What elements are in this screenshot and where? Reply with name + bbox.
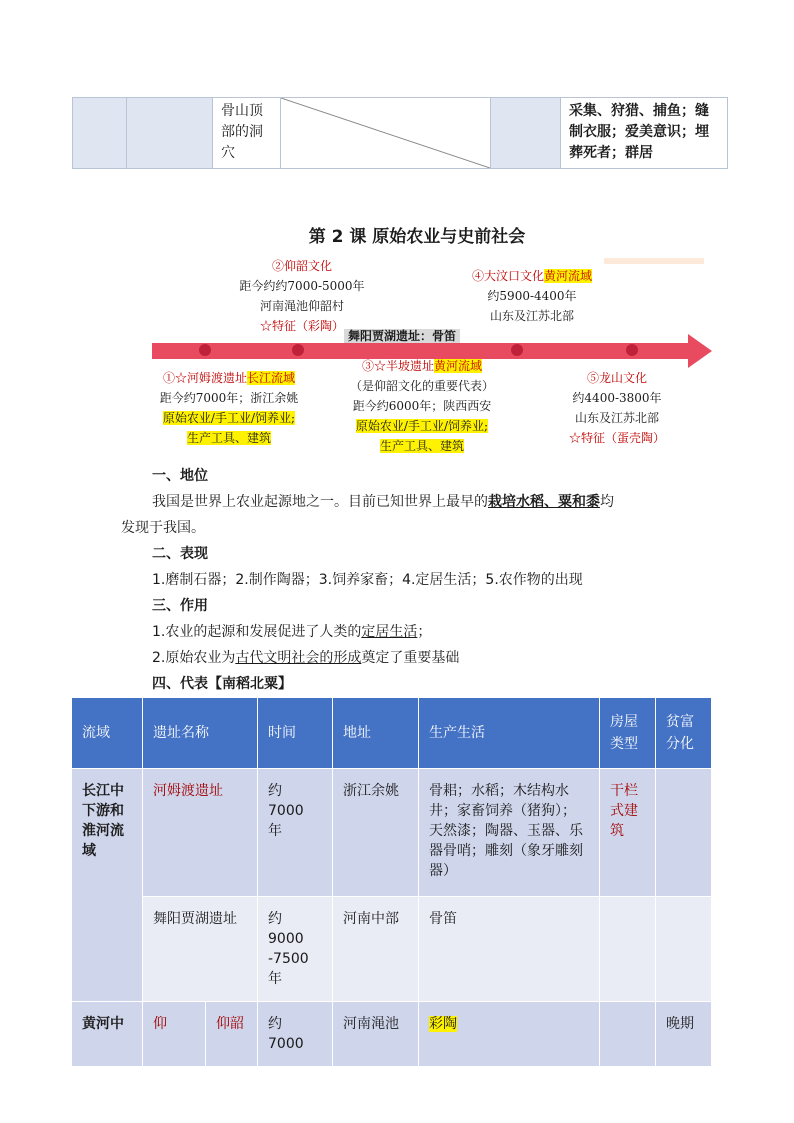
place-cell: 浙江余姚 [333, 769, 419, 897]
representative-sites-table [71, 697, 712, 1067]
region-cell: 黄河中 [72, 1002, 143, 1067]
culture1-block [152, 368, 314, 448]
section3-line1-c: ； [417, 624, 432, 640]
top-table-diagonal-cell [281, 98, 491, 169]
timeline-diagram [152, 258, 712, 454]
wealth-cell [656, 897, 712, 1002]
site-cell: 舞阳贾湖遗址 [143, 897, 258, 1002]
top-table-life: 采集、狩猎、捕鱼；缝制衣服；爱美意识；埋葬死者；群居 [561, 98, 728, 169]
house-cell: 干栏式建筑 [600, 769, 656, 897]
timeline-dot-3 [510, 343, 524, 357]
section1-line2: 发现于我国。 [121, 520, 205, 536]
culture1-agri: 原始农业/手工业/饲养业; [162, 411, 296, 425]
culture1-name: ①☆河姆渡遗址 [162, 371, 247, 385]
culture1-time: 距今约7000年；浙江余姚 [159, 391, 299, 405]
header-wealth: 贫富分化 [656, 698, 712, 769]
culture2-time: 距今约约7000-5000年 [239, 279, 365, 293]
time-cell: 约 7000 [258, 1002, 333, 1067]
culture2-name: ②仰韶文化 [271, 259, 332, 273]
section3-line2 [152, 648, 459, 668]
culture4-place: 山东及江苏北部 [489, 309, 574, 323]
culture3-note: （是仰韶文化的重要代表） [349, 379, 494, 393]
top-table [72, 97, 728, 169]
section3-line2-a: 2.原始农业为 [152, 650, 236, 666]
wealth-cell: 晚期 [656, 1002, 712, 1067]
header-house: 房屋类型 [600, 698, 656, 769]
site-cell-a: 仰 [143, 1002, 206, 1067]
culture5-block [547, 368, 687, 448]
section3-line1-a: 1.农业的起源和发展促进了人类的 [152, 624, 362, 640]
top-table-cell-empty-1 [73, 98, 127, 169]
house-cell [600, 897, 656, 1002]
timeline-dot-4 [625, 343, 639, 357]
life-cell: 骨耜；水稻；木结构水井；家畜饲养（猪狗）；天然漆；陶器、玉器、乐器骨哨；雕刻（象牙雕刻器） [419, 769, 600, 897]
top-table-cell-empty-3 [491, 98, 561, 169]
culture5-name: ⑤龙山文化 [586, 371, 647, 385]
region-cell: 长江中下游和淮河流域 [72, 769, 143, 1002]
life-cell [419, 1002, 600, 1067]
culture3-name: ③☆半坡遗址 [361, 359, 434, 373]
section4-heading: 四、代表【南稻北粟】 [152, 676, 292, 692]
section3-line2-c: 奠定了重要基础 [361, 650, 460, 666]
jiahu-label-text: 舞阳贾湖遗址：骨笛 [344, 329, 460, 343]
culture3-tools: 生产工具、建筑 [379, 439, 464, 453]
culture5-time: 约4400-3800年 [572, 391, 662, 405]
table-header-row [72, 698, 712, 769]
culture5-feature: ☆特征（蛋壳陶） [568, 431, 665, 445]
culture2-block [222, 258, 382, 336]
section3-line1 [152, 622, 431, 642]
place-cell: 河南中部 [333, 897, 419, 1002]
header-place: 地址 [333, 698, 419, 769]
section1-text-a: 我国是世界上农业起源地之一。目前已知世界上最早的 [152, 494, 488, 510]
site-cell-b: 仰韶 [206, 1002, 258, 1067]
house-cell [600, 1002, 656, 1067]
header-site: 遗址名称 [143, 698, 258, 769]
time-cell: 约 7000 年 [258, 769, 333, 897]
section1-heading: 一、地位 [152, 468, 208, 484]
section2-text: 1.磨制石器；2.制作陶器；3.饲养家畜；4.定居生活；5.农作物的出现 [152, 572, 583, 588]
timeline-dot-2 [291, 343, 305, 357]
wealth-cell [656, 769, 712, 897]
culture3-block [332, 356, 512, 454]
section3-heading: 三、作用 [152, 598, 208, 614]
lesson-title: 第 2 课 原始农业与史前社会 [308, 227, 526, 247]
section3-line2-b: 古代文明社会的形成 [235, 650, 362, 666]
place-cell: 河南渑池 [333, 1002, 419, 1067]
culture5-place: 山东及江苏北部 [574, 411, 659, 425]
section1-line1 [152, 492, 614, 512]
header-region: 流域 [72, 698, 143, 769]
life-cell-text: 彩陶 [429, 1016, 457, 1032]
section2-heading: 二、表现 [152, 546, 208, 562]
culture3-time: 距今约6000年；陕西西安 [352, 399, 492, 413]
culture3-region: 黄河流域 [434, 359, 483, 373]
top-table-location: 骨山顶部的洞穴 [213, 98, 281, 169]
life-cell: 骨笛 [419, 897, 600, 1002]
timeline-dot-1 [198, 343, 212, 357]
top-table-cell-empty-2 [127, 98, 213, 169]
culture3-agri: 原始农业/手工业/饲养业; [355, 419, 489, 433]
table-row [72, 1002, 712, 1067]
jiahu-label [344, 326, 460, 346]
culture1-tools: 生产工具、建筑 [186, 431, 271, 445]
table-row [72, 769, 712, 897]
section3-line1-b: 定居生活 [361, 624, 418, 640]
culture1-region: 长江流域 [247, 371, 296, 385]
time-cell: 约 9000 -7500年 [258, 897, 333, 1002]
culture2-place: 河南渑池仰韶村 [259, 299, 344, 313]
culture4-region: 黄河流域 [544, 269, 593, 283]
section1-crops: 栽培水稻、粟和黍 [488, 494, 600, 510]
header-life: 生产生活 [419, 698, 600, 769]
site-cell: 河姆渡遗址 [143, 769, 258, 897]
section1-text-c: 均 [600, 494, 614, 510]
culture4-block [442, 266, 622, 326]
culture2-feature: ☆特征（彩陶） [259, 319, 344, 333]
culture4-name: ④大汶口文化 [471, 269, 544, 283]
table-row [72, 897, 712, 1002]
culture4-time: 约5900-4400年 [487, 289, 577, 303]
timeline-cutoff-label [604, 258, 704, 264]
diagonal-line [281, 98, 490, 168]
header-time: 时间 [258, 698, 333, 769]
